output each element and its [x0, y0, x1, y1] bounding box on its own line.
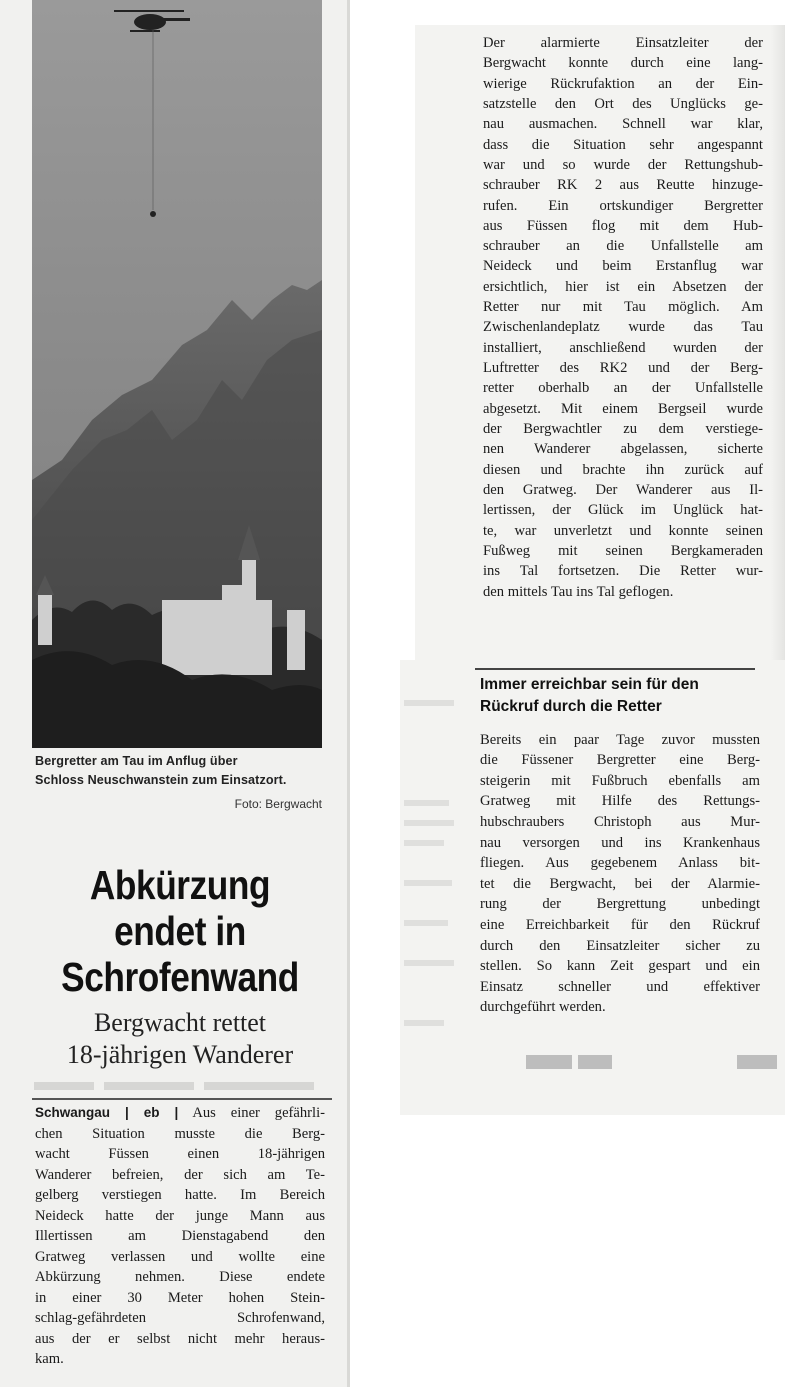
article-line: den mittels Tau ins Tal geflogen. — [483, 584, 674, 600]
article-line: schlag-gefährdeten Schrofenwand, — [35, 1310, 325, 1326]
clipping-edge — [771, 25, 785, 670]
box-text-line: durchgeführt werden. — [480, 999, 606, 1015]
box-text-line: nau versorgen und ins Krankenhaus — [480, 835, 760, 851]
article-line: installiert, anschließend wurden der — [483, 340, 763, 356]
box-text-line: Einsatz schneller und effektiver — [480, 979, 760, 995]
article-line-text: Aus einer gefährli- — [192, 1105, 326, 1121]
box-text-line: die Füssener Bergretter eine Berg- — [480, 752, 760, 768]
clipping-edge — [347, 0, 350, 1387]
article-line: abgesetzt. Mit einem Bergseil wurde — [483, 401, 763, 417]
photo-credit: Foto: Bergwacht — [234, 797, 322, 811]
article-line: war und so wurde der Rettungshub- — [483, 157, 763, 173]
box-text-line: stellen. So kann Zeit gespart und ein — [480, 958, 760, 974]
article-line: Illertissen am Dienstagabend den — [35, 1228, 325, 1244]
box-text-line: Bereits ein paar Tage zuvor mussten — [480, 732, 760, 748]
info-box-clipping — [400, 660, 785, 1115]
right-clipping-continuation — [415, 25, 785, 670]
article-line: schrauber an die Unfallstelle am — [483, 238, 763, 254]
box-heading-line: Immer erreichbar sein für den — [480, 676, 699, 693]
article-line: Neideck hatte der junge Mann aus — [35, 1208, 325, 1224]
article-line: Abkürzung nehmen. Diese endete — [35, 1269, 325, 1285]
redaction-mark — [526, 1055, 572, 1069]
article-line: nen Wanderer abgelassen, sicherte — [483, 441, 763, 457]
article-line: der Bergwachtler zu dem verstiege- — [483, 421, 763, 437]
article-line: ins Tal fortsetzen. Die Retter wur- — [483, 563, 763, 579]
article-line: Neideck und beim Erstanflug war — [483, 258, 763, 274]
headline-line: Abkürzung — [89, 862, 271, 908]
article-line: Bergwacht konnte durch eine lang- — [483, 55, 763, 71]
box-top-rule — [475, 668, 755, 670]
article-line: Fußweg mit seinen Bergkameraden — [483, 543, 763, 559]
subheadline-line: 18-jährigen Wanderer — [66, 1040, 294, 1069]
rescuer-on-rope — [150, 211, 156, 217]
dateline: Schwangau | eb | — [35, 1105, 179, 1120]
photo-neuschwanstein-helicopter — [32, 0, 322, 748]
box-heading-line: Rückruf durch die Retter — [480, 698, 662, 715]
faint-bleed-through — [404, 680, 464, 1040]
article-line: aus Füssen flog mit dem Hub- — [483, 218, 763, 234]
article-line: wacht Füssen einen 18-jährigen — [35, 1146, 325, 1162]
article-line: diesen und brachte ihn zurück auf — [483, 462, 763, 478]
photo-caption-line: Schloss Neuschwanstein zum Einsatzort. — [35, 773, 287, 787]
headline-line: Schrofenwand — [61, 954, 299, 1000]
subheadline-line: Bergwacht rettet — [93, 1008, 267, 1037]
box-text-line: fliegen. Aus gegebenem Anlass bit- — [480, 855, 760, 871]
article-line: ersichtlich, hier ist ein Absetzen der — [483, 279, 763, 295]
article-line: Zwischenlandeplatz wurde das Tau — [483, 319, 763, 335]
photo-caption-line: Bergretter am Tau im Anflug über — [35, 754, 238, 768]
article-line: wierige Rückrufaktion an der Ein- — [483, 76, 763, 92]
article-line: Der alarmierte Einsatzleiter der — [483, 35, 763, 51]
article-line: gelberg verstiegen hatte. Im Bereich — [35, 1187, 325, 1203]
left-clipping — [0, 0, 350, 1387]
box-text-line: tet die Bergwacht, bei der Alarmie- — [480, 876, 760, 892]
article-line: schrauber RK 2 aus Reutte hinzuge- — [483, 177, 763, 193]
headline-line: endet in — [114, 908, 246, 954]
article-line: Gratweg verlassen und wollte eine — [35, 1249, 325, 1265]
box-text-line: Gratweg mit Hilfe des Rettungs- — [480, 793, 760, 809]
article-line: Retter nur mit Tau möglich. Am — [483, 299, 763, 315]
article-line: retter oberhalb an der Unfallstelle — [483, 380, 763, 396]
faint-bleed-through — [34, 1074, 334, 1096]
article-line: lertissen, der Glück im Unglück hat- — [483, 502, 763, 518]
article-line: den Gratweg. Der Wanderer aus Il- — [483, 482, 763, 498]
article-line: te, war unverletzt und konnte seinen — [483, 523, 763, 539]
box-text-line: steigerin mit Fußbruch ebenfalls am — [480, 773, 760, 789]
box-text-line: rung der Bergrettung unbedingt — [480, 896, 760, 912]
article-line: Luftretter des RK2 und der Berg- — [483, 360, 763, 376]
article-line: in einer 30 Meter hohen Stein- — [35, 1290, 325, 1306]
article-line: satzstelle den Ort des Unglücks ge- — [483, 96, 763, 112]
article-line: chen Situation musste die Berg- — [35, 1126, 325, 1142]
article-line: aus der er selbst nicht mehr heraus- — [35, 1331, 325, 1347]
box-text-line: hubschraubers Christoph aus Mur- — [480, 814, 760, 830]
article-divider — [32, 1098, 332, 1100]
redaction-mark — [737, 1055, 777, 1069]
article-line — [35, 1103, 325, 1124]
redaction-mark — [578, 1055, 612, 1069]
box-text-line: eine Erreichbarkeit für den Rückruf — [480, 917, 760, 933]
article-line: kam. — [35, 1351, 64, 1367]
box-text-line: durch den Einsatzleiter sicher zu — [480, 938, 760, 954]
article-line: Wanderer befreien, der sich am Te- — [35, 1167, 325, 1183]
article-line: rufen. Ein ortskundiger Bergretter — [483, 198, 763, 214]
article-line: nau ausmachen. Schnell war klar, — [483, 116, 763, 132]
article-line: dass die Situation sehr angespannt — [483, 137, 763, 153]
